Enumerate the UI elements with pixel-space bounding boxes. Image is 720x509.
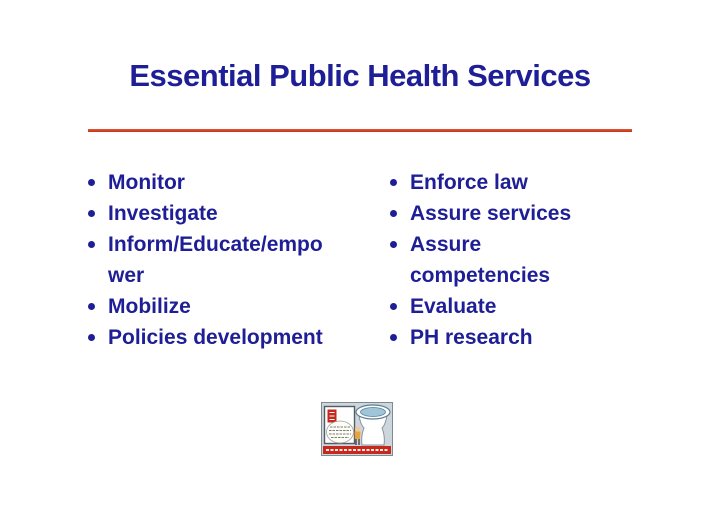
list-item bbox=[88, 229, 378, 291]
bullet-dot-icon bbox=[390, 210, 397, 217]
bullet-item-label-wrap: wer bbox=[108, 264, 145, 287]
list-item bbox=[390, 198, 620, 229]
bullet-dot-icon bbox=[390, 303, 397, 310]
bullet-item-label: PH research bbox=[410, 326, 533, 349]
bullet-item-label: Mobilize bbox=[108, 295, 191, 318]
bullet-item-label: Enforce law bbox=[410, 171, 528, 194]
bullet-dot-icon bbox=[88, 241, 95, 248]
list-item bbox=[390, 229, 620, 291]
bullet-item-label-wrap: competencies bbox=[410, 264, 551, 287]
list-item bbox=[390, 167, 620, 198]
list-item bbox=[88, 167, 378, 198]
bullet-dot-icon bbox=[88, 179, 95, 186]
bullet-dot-icon bbox=[88, 334, 95, 341]
list-item bbox=[390, 322, 620, 353]
bullet-item-label: Policies development bbox=[108, 326, 323, 349]
bullet-dot-icon bbox=[390, 334, 397, 341]
list-item bbox=[88, 322, 378, 353]
list-item bbox=[390, 291, 620, 322]
title-underline-rule bbox=[88, 129, 632, 132]
bullet-dot-icon bbox=[88, 210, 95, 217]
bullet-item-label: Assure services bbox=[410, 202, 572, 225]
bullet-list-left bbox=[88, 167, 378, 353]
bullet-item-label: Investigate bbox=[108, 202, 218, 225]
page-title: Essential Public Health Services bbox=[129, 58, 591, 93]
bullet-item-label: Evaluate bbox=[410, 295, 497, 318]
health-poster-graphic bbox=[321, 402, 393, 457]
bullet-item-label: Inform/Educate/empo bbox=[108, 233, 323, 256]
list-item bbox=[88, 291, 378, 322]
bullet-dot-icon bbox=[390, 241, 397, 248]
bullet-item-label: Assure bbox=[410, 233, 482, 256]
bullet-list-right bbox=[390, 167, 620, 353]
bullet-item-label: Monitor bbox=[108, 171, 185, 194]
bullet-dot-icon bbox=[390, 179, 397, 186]
list-item bbox=[88, 198, 378, 229]
health-poster-image bbox=[321, 402, 393, 457]
bullet-dot-icon bbox=[88, 303, 95, 310]
